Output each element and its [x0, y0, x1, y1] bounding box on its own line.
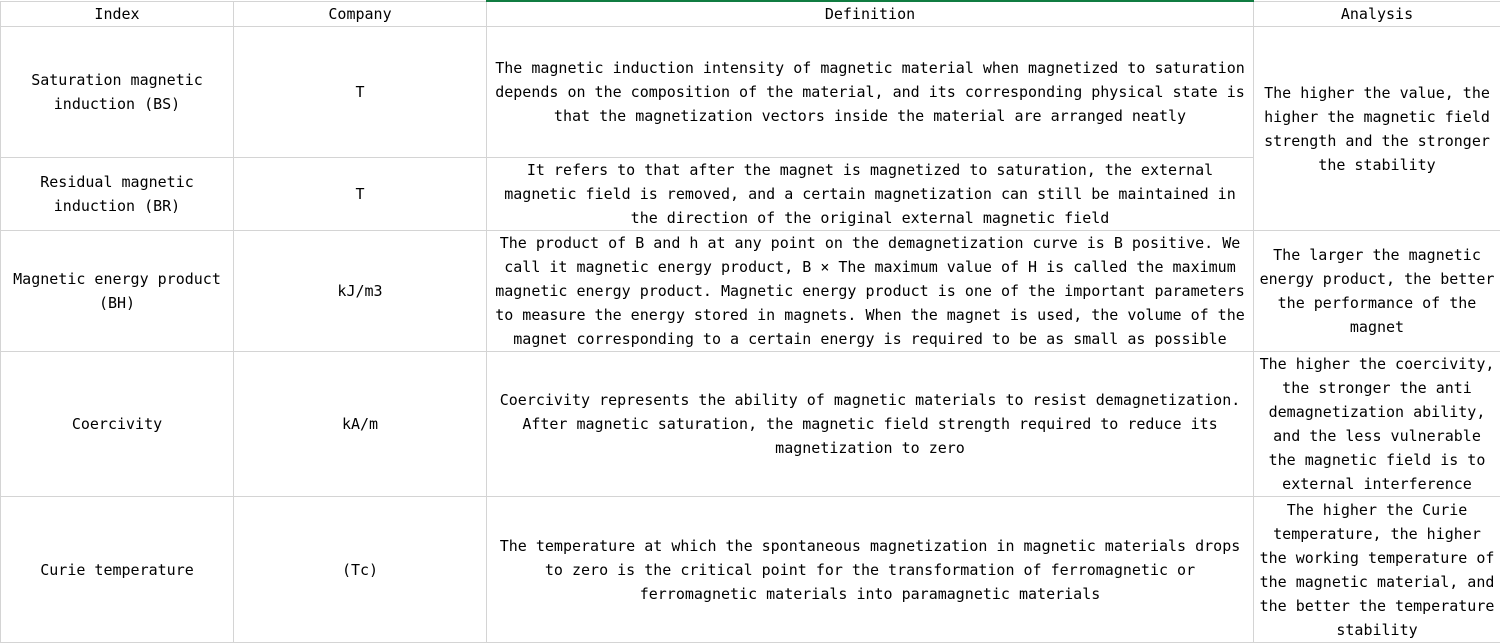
- table-row: [1, 231, 1500, 352]
- header-index-cell[interactable]: Index: [1, 1, 234, 27]
- company-cell[interactable]: T: [234, 158, 487, 231]
- company-cell[interactable]: kJ/m3: [234, 231, 487, 352]
- definition-cell[interactable]: The temperature at which the spontaneous magnetization in magnetic materials drops to zero is the critical point for the transformation of ferromagnetic or ferromagnetic materials into paramagnetic materials: [487, 497, 1254, 643]
- company-cell[interactable]: T: [234, 27, 487, 158]
- definition-cell[interactable]: Coercivity represents the ability of magnetic materials to resist demagnetization. After magnetic saturation, the magnetic field strength required to reduce its magnetization to zero: [487, 352, 1254, 497]
- definition-cell[interactable]: The product of B and h at any point on the demagnetization curve is B positive. We call it magnetic energy product, B × The maximum value of H is called the maximum magnetic energy product. Magnetic energy product is one of the important parameters to measure the energy stored in magnets. When the magnet is used, the volume of the magnet corresponding to a certain energy is required to be as small as possible: [487, 231, 1254, 352]
- company-cell[interactable]: (Tc): [234, 497, 487, 643]
- analysis-cell[interactable]: The higher the value, the higher the magnetic field strength and the stronger the stability: [1254, 27, 1500, 231]
- header-company-cell[interactable]: Company: [234, 1, 487, 27]
- index-cell[interactable]: Coercivity: [1, 352, 234, 497]
- header-analysis-cell[interactable]: Analysis: [1254, 1, 1500, 27]
- table-row: [1, 352, 1500, 497]
- index-cell[interactable]: Saturation magnetic induction (BS): [1, 27, 234, 158]
- header-definition-cell[interactable]: Definition: [487, 1, 1254, 27]
- header-row: [1, 1, 1500, 27]
- table-row: [1, 497, 1500, 643]
- table-row: [1, 27, 1500, 158]
- index-cell[interactable]: Residual magnetic induction (BR): [1, 158, 234, 231]
- analysis-cell[interactable]: The larger the magnetic energy product, the better the performance of the magnet: [1254, 231, 1500, 352]
- definition-cell[interactable]: It refers to that after the magnet is magnetized to saturation, the external magnetic field is removed, and a certain magnetization can still be maintained in the direction of the original external magnetic field: [487, 158, 1254, 231]
- company-cell[interactable]: kA/m: [234, 352, 487, 497]
- analysis-cell[interactable]: The higher the coercivity, the stronger the anti demagnetization ability, and the less vulnerable the magnetic field is to external interference: [1254, 352, 1500, 497]
- definition-cell[interactable]: The magnetic induction intensity of magnetic material when magnetized to saturation depends on the composition of the material, and its corresponding physical state is that the magnetization vectors inside the material are arranged neatly: [487, 27, 1254, 158]
- index-cell[interactable]: Magnetic energy product (BH): [1, 231, 234, 352]
- analysis-cell[interactable]: The higher the Curie temperature, the higher the working temperature of the magnetic material, and the better the temperature stability: [1254, 497, 1500, 643]
- index-cell[interactable]: Curie temperature: [1, 497, 234, 643]
